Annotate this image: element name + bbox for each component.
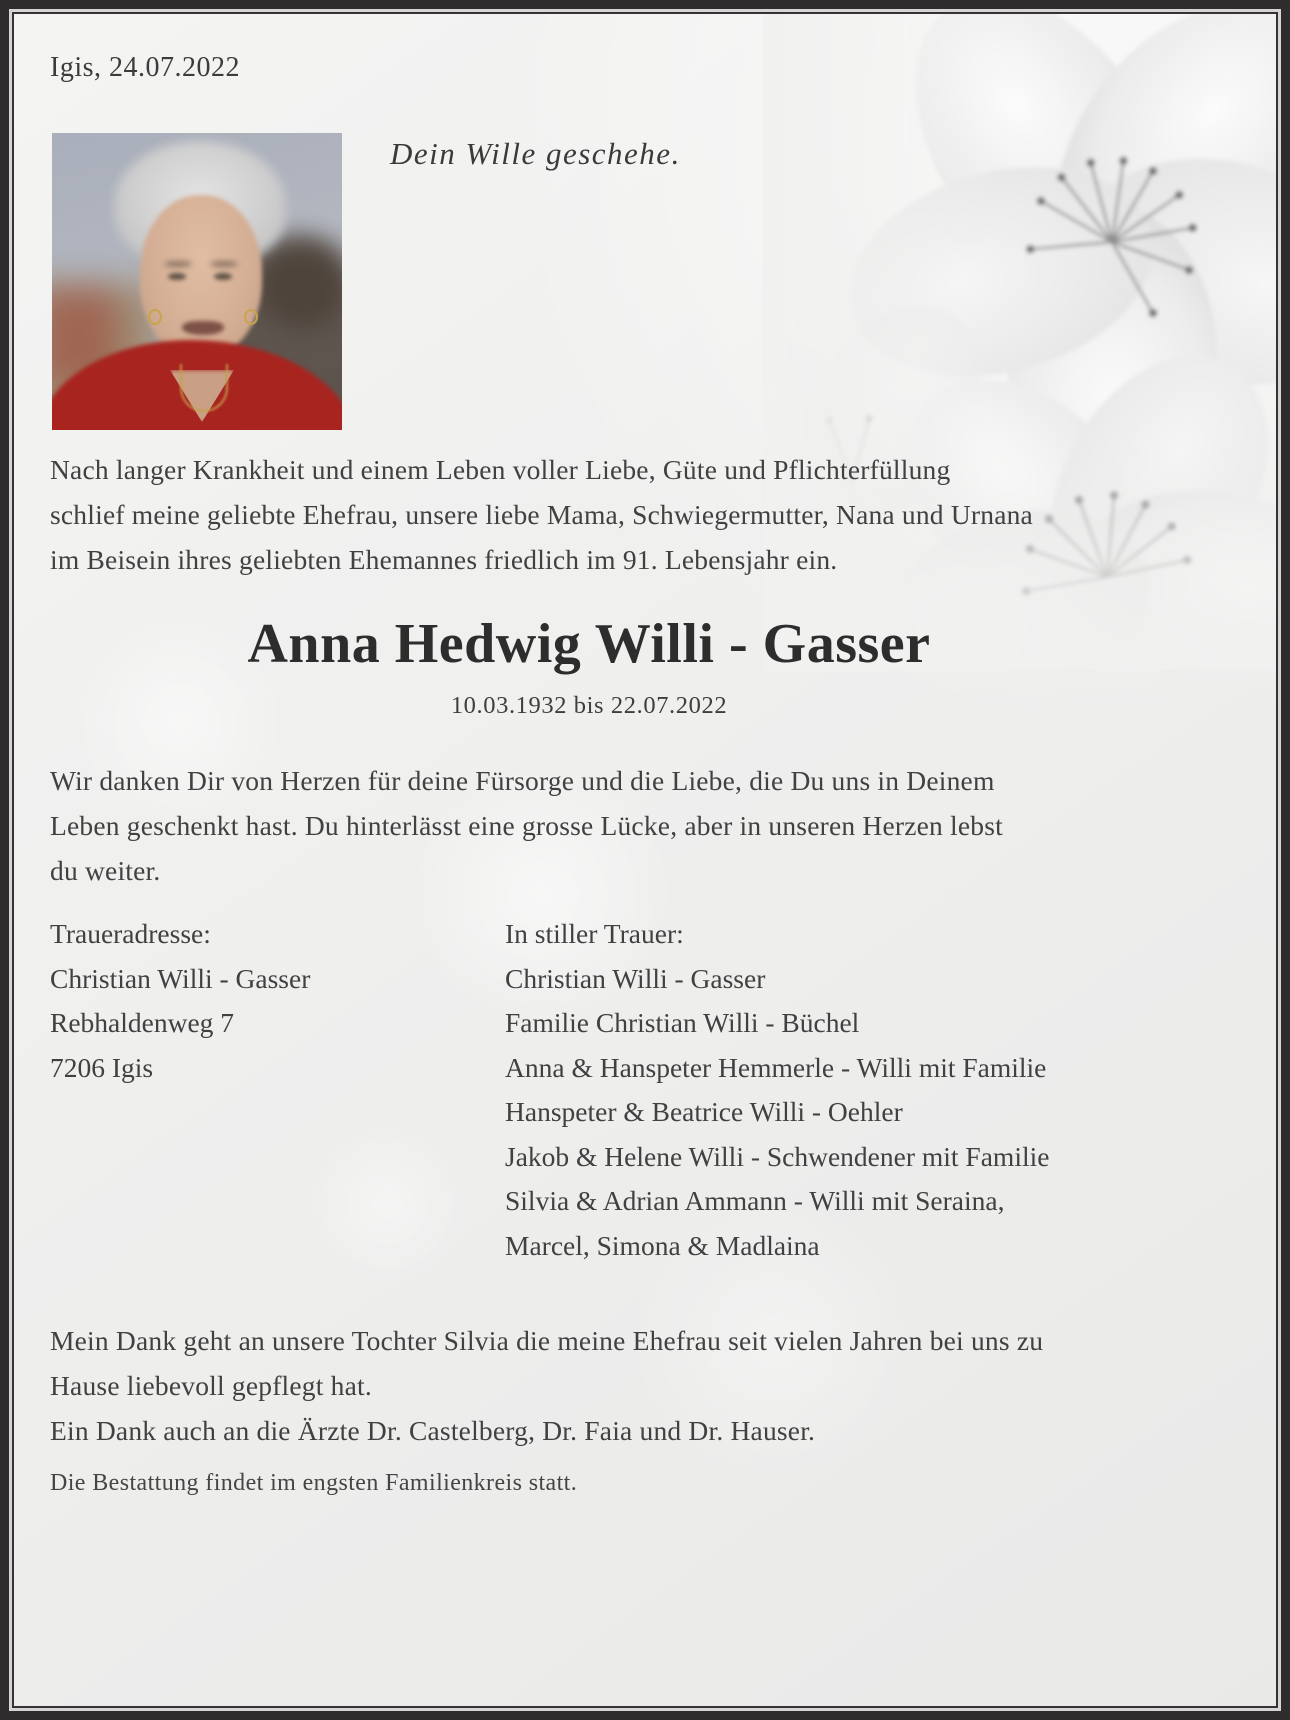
thanks-line: du weiter. (50, 855, 161, 886)
deceased-name: Anna Hedwig Willi - Gasser (247, 613, 931, 675)
epigraph-quote: Dein Wille geschehe. (390, 136, 681, 171)
gratitude-paragraph (50, 1318, 1043, 1453)
photo-necklace (180, 364, 228, 412)
intro-line: im Beisein ihres geliebten Ehemannes friedlich im 91. Lebensjahr ein. (50, 544, 838, 575)
gratitude-line: Hause liebevoll gepflegt hat. (50, 1370, 372, 1401)
intro-line: schlief meine geliebte Ehefrau, unsere liebe Mama, Schwiegermutter, Nana und Urnana (50, 499, 1033, 530)
thanks-line: Leben geschenkt hast. Du hinterlässt eine grosse Lücke, aber in unseren Herzen lebst (50, 810, 1003, 841)
thanks-line: Wir danken Dir von Herzen für deine Fürsorge und die Liebe, die Du uns in Deinem (50, 765, 995, 796)
mourning-address-label: Traueradresse: (50, 918, 211, 949)
photo-eye-right (214, 273, 232, 280)
gratitude-line: Ein Dank auch an die Ärzte Dr. Castelberg, Dr. Faia und Dr. Hauser. (50, 1415, 816, 1446)
life-dates: 10.03.1932 bis 22.07.2022 (450, 692, 728, 719)
gratitude-line: Mein Dank geht an unsere Tochter Silvia die meine Ehefrau seit vielen Jahren bei uns zu (50, 1325, 1044, 1356)
mourners-block (505, 912, 1049, 1268)
mourning-address-line: 7206 Igis (50, 1051, 154, 1083)
mourner-line: Marcel, Simona & Madlaina (505, 1229, 820, 1261)
mourner-line: Christian Willi - Gasser (505, 962, 766, 994)
intro-line: Nach langer Krankheit und einem Leben voller Liebe, Güte und Pflichterfüllung (50, 454, 951, 485)
photo-background-figure-head (257, 238, 342, 328)
photo-brow-left (164, 261, 192, 267)
mourner-line: Hanspeter & Beatrice Willi - Oehler (505, 1096, 903, 1127)
portrait-photo (52, 133, 342, 430)
mourning-address-line: Rebhaldenweg 7 (50, 1007, 235, 1038)
mourners-label: In stiller Trauer: (505, 918, 684, 949)
photo-earring-left (148, 309, 162, 325)
photo-brow-right (210, 261, 238, 267)
mourner-line: Anna & Hanspeter Hemmerle - Willi mit Familie (505, 1051, 1047, 1083)
place-date-line: Igis, 24.07.2022 (50, 52, 240, 83)
photo-earring-right (244, 309, 258, 325)
mourning-address-line: Christian Willi - Gasser (50, 962, 311, 994)
photo-mouth (182, 321, 224, 335)
photo-eye-left (168, 273, 186, 280)
mourner-line: Jakob & Helene Willi - Schwendener mit Familie (505, 1140, 1050, 1172)
funeral-note: Die Bestattung findet im engsten Familienkreis statt. (50, 1470, 578, 1496)
intro-paragraph (50, 447, 1033, 582)
mourner-line: Silvia & Adrian Ammann - Willi mit Seraina, (505, 1185, 1005, 1216)
thanks-paragraph (50, 758, 1003, 893)
mourner-line: Familie Christian Willi - Büchel (505, 1007, 860, 1038)
mourning-address-block (50, 912, 310, 1090)
